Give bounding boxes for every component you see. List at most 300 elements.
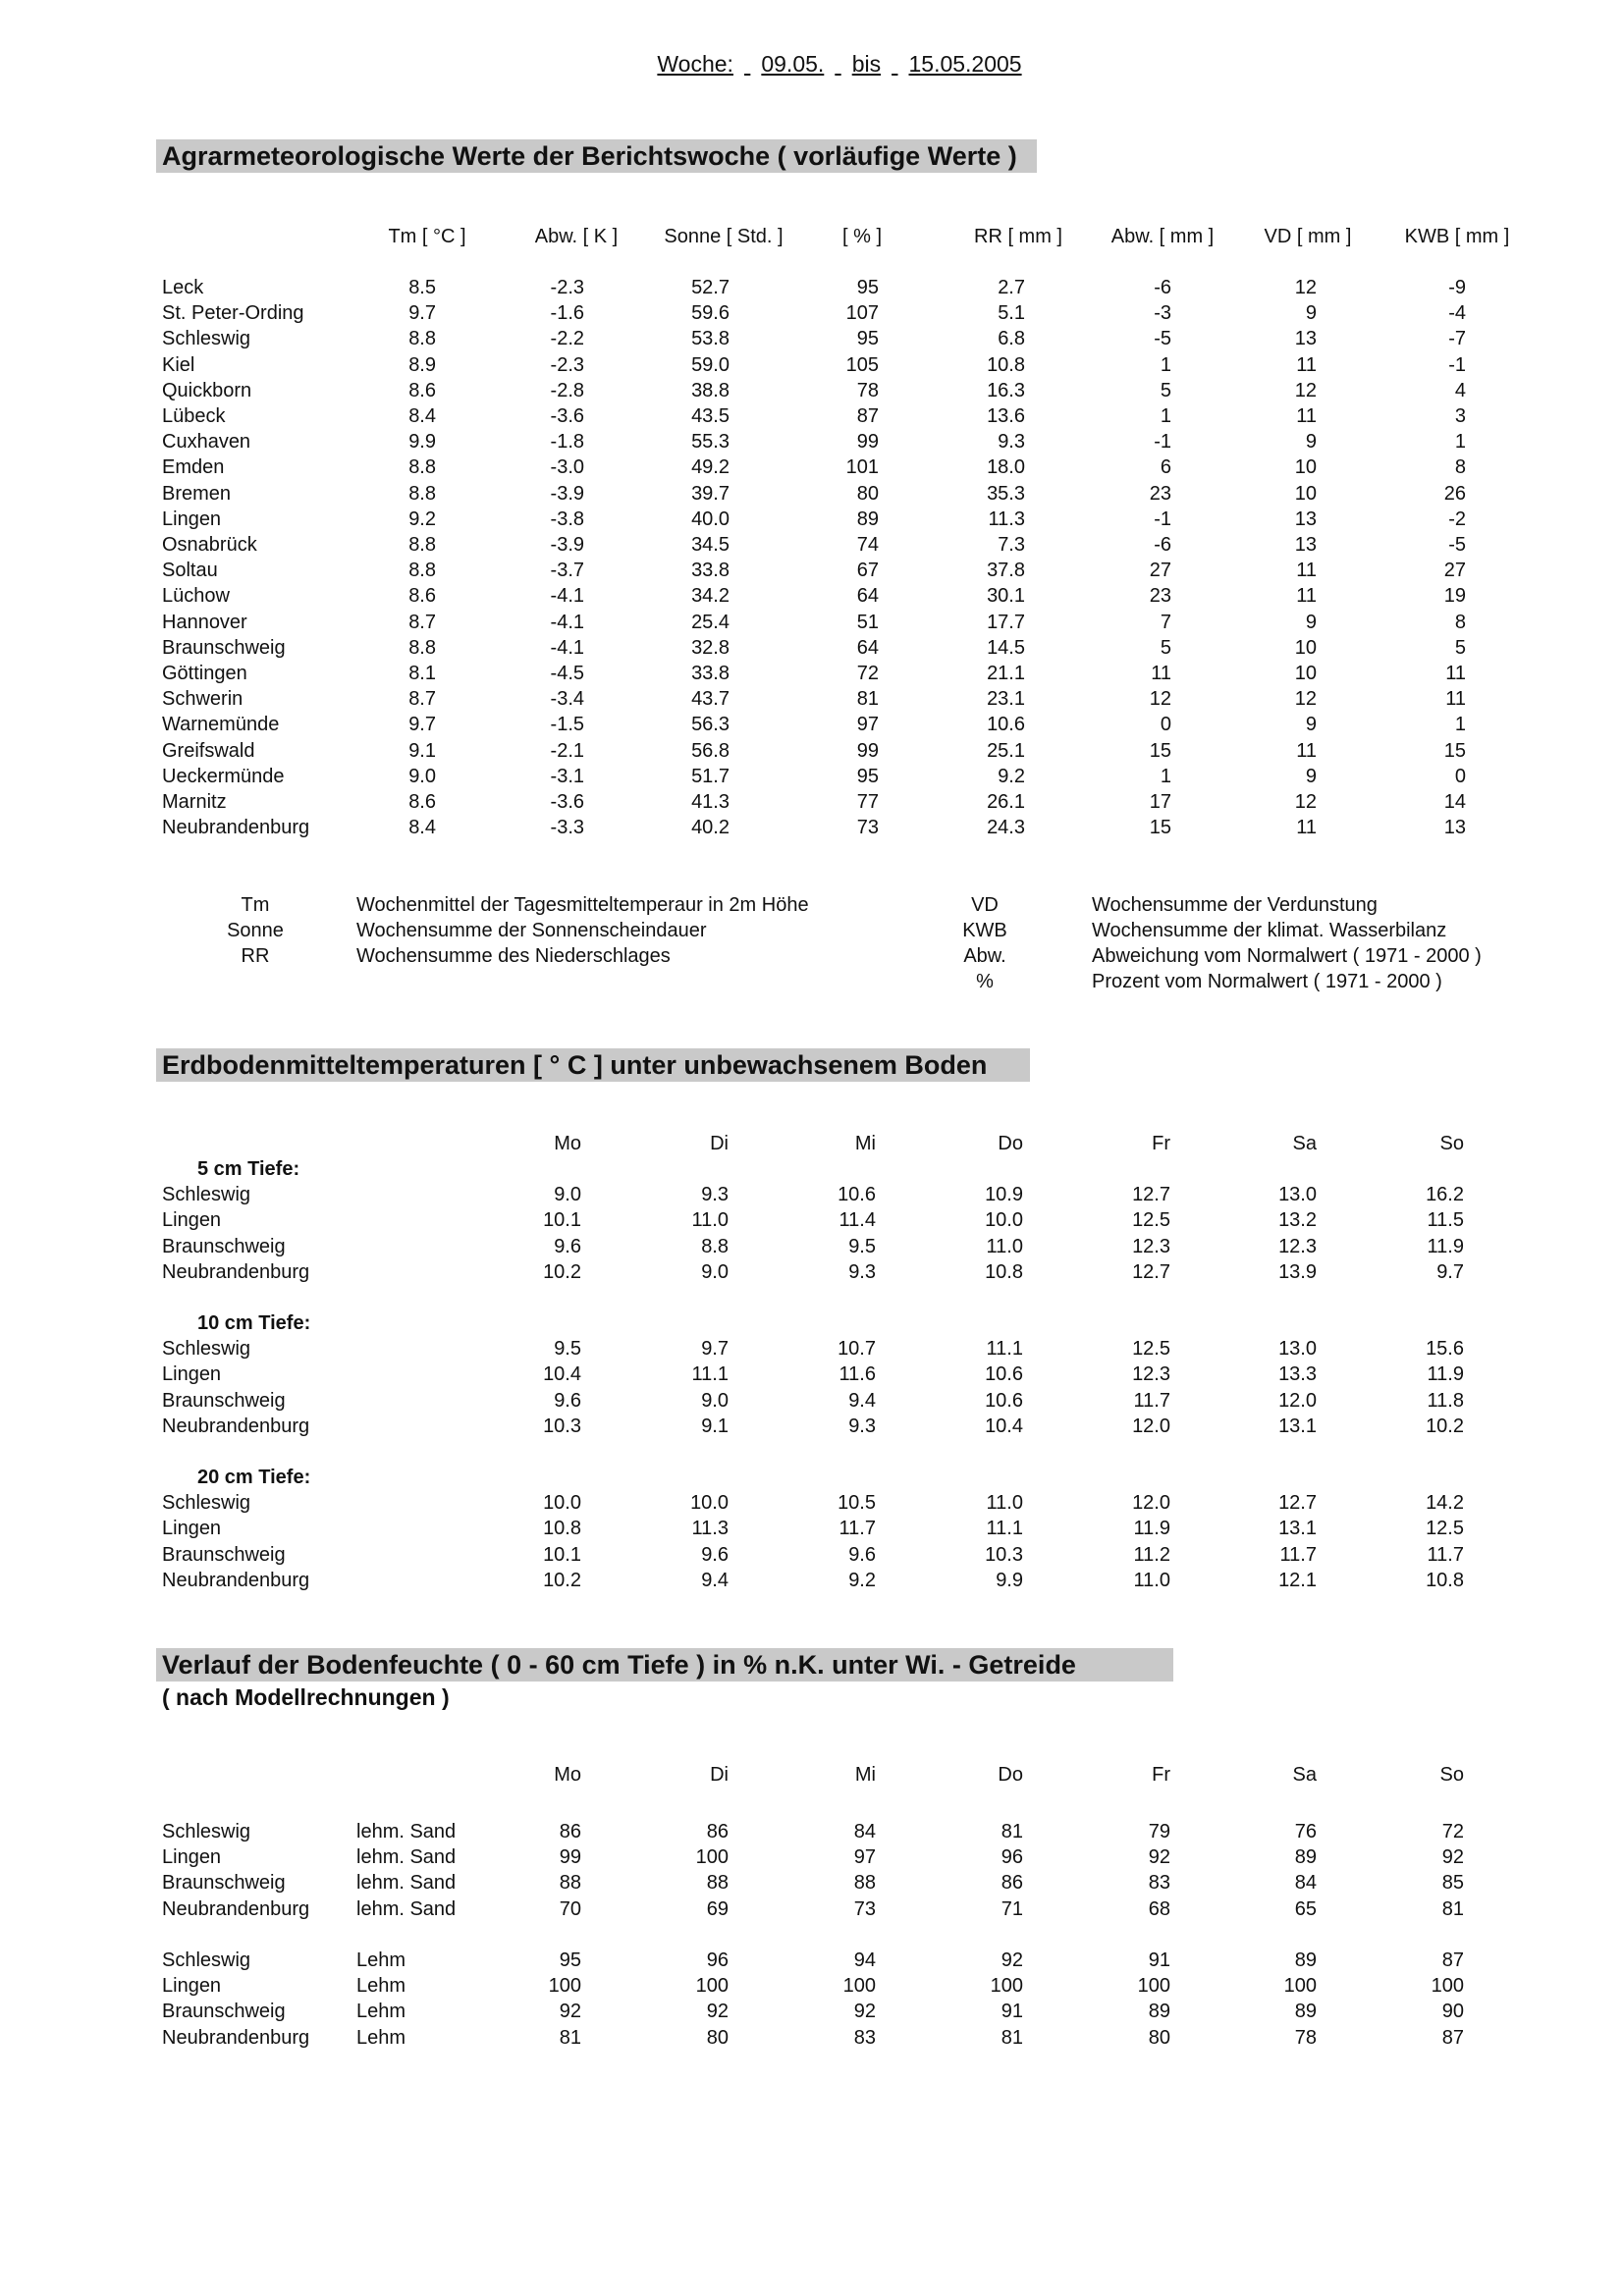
station-name: Quickborn bbox=[162, 380, 252, 401]
agrar-cell: -3.9 bbox=[550, 534, 584, 556]
moisture-cell: 80 bbox=[706, 2027, 729, 2049]
agrar-cell: 11 bbox=[1296, 560, 1317, 581]
soil-temp-cell: 11.9 bbox=[1427, 1363, 1464, 1385]
agrar-cell: 26.1 bbox=[987, 791, 1025, 813]
agrar-cell: 87 bbox=[856, 405, 879, 427]
soil-temp-cell: 10.4 bbox=[543, 1363, 581, 1385]
agrar-cell: 11 bbox=[1296, 405, 1317, 427]
agrar-cell: 99 bbox=[856, 740, 879, 762]
station-name: Braunschweig bbox=[162, 1544, 286, 1566]
agrar-cell: 25.1 bbox=[987, 740, 1025, 762]
agrar-cell: -6 bbox=[1154, 534, 1171, 556]
soil-temp-cell: 10.7 bbox=[838, 1338, 876, 1360]
agrar-col-header: [ % ] bbox=[841, 226, 882, 247]
agrar-cell: -3.7 bbox=[550, 560, 584, 581]
soil-temp-cell: 11.9 bbox=[1133, 1518, 1170, 1539]
station-name: Braunschweig bbox=[162, 637, 286, 659]
soil-temp-cell: 9.6 bbox=[554, 1236, 581, 1257]
soil-type: Lehm bbox=[356, 2001, 406, 2022]
agrar-cell: 95 bbox=[856, 328, 879, 349]
soil-temp-cell: 11.7 bbox=[839, 1518, 876, 1539]
moisture-cell: 92 bbox=[706, 2001, 729, 2022]
moisture-cell: 96 bbox=[1001, 1846, 1023, 1868]
soil-temp-cell: 14.2 bbox=[1426, 1492, 1464, 1514]
agrar-cell: 13 bbox=[1443, 817, 1466, 838]
agrar-cell: 10 bbox=[1294, 483, 1317, 505]
agrar-cell: 13 bbox=[1294, 534, 1317, 556]
agrar-cell: 51 bbox=[856, 612, 879, 633]
soil-temp-cell: 13.9 bbox=[1278, 1261, 1317, 1283]
agrar-cell: 11.3 bbox=[988, 508, 1025, 530]
soil-temp-cell: 12.3 bbox=[1278, 1236, 1317, 1257]
agrar-cell: 12 bbox=[1294, 380, 1317, 401]
soil-temp-cell: 12.0 bbox=[1132, 1415, 1170, 1437]
agrar-cell: 8.7 bbox=[408, 612, 436, 633]
station-name: Neubrandenburg bbox=[162, 817, 310, 838]
agrar-cell: 25.4 bbox=[691, 612, 730, 633]
moisture-cell: 95 bbox=[559, 1949, 581, 1971]
soil-temp-cell: 11.7 bbox=[1133, 1390, 1170, 1412]
soil-temp-cell: 11.9 bbox=[1427, 1236, 1464, 1257]
agrar-cell: -6 bbox=[1154, 277, 1171, 298]
soil-temp-cell: 9.9 bbox=[996, 1570, 1023, 1591]
soil-temp-cell: 11.8 bbox=[1427, 1390, 1464, 1412]
soil-temp-cell: 11.1 bbox=[986, 1518, 1023, 1539]
moisture-cell: 100 bbox=[1137, 1975, 1170, 1997]
agrar-cell: 37.8 bbox=[987, 560, 1025, 581]
agrar-cell: 8.7 bbox=[408, 688, 436, 710]
agrar-cell: -9 bbox=[1448, 277, 1466, 298]
agrar-cell: 9 bbox=[1305, 612, 1317, 633]
agrar-cell: 43.5 bbox=[691, 405, 730, 427]
moisture-cell: 89 bbox=[1294, 2001, 1317, 2022]
day-header: Sa bbox=[1292, 1133, 1317, 1154]
agrar-cell: 9 bbox=[1305, 766, 1317, 787]
moisture-cell: 89 bbox=[1294, 1949, 1317, 1971]
legend-text: Wochensumme des Niederschlages bbox=[356, 945, 671, 967]
day-header: Di bbox=[710, 1764, 729, 1786]
moisture-cell: 83 bbox=[1148, 1872, 1170, 1894]
moisture-cell: 65 bbox=[1294, 1898, 1317, 1920]
soil-temp-cell: 10.0 bbox=[543, 1492, 581, 1514]
station-name: Neubrandenburg bbox=[162, 1570, 310, 1591]
agrar-col-header: Tm [ °C ] bbox=[388, 226, 466, 247]
agrar-cell: 10.6 bbox=[987, 714, 1025, 735]
legend-abbr: Abw. bbox=[963, 945, 1006, 967]
soil-type: Lehm bbox=[356, 1949, 406, 1971]
moisture-cell: 96 bbox=[706, 1949, 729, 1971]
agrar-cell: 24.3 bbox=[987, 817, 1025, 838]
agrar-cell: -7 bbox=[1448, 328, 1466, 349]
moisture-cell: 91 bbox=[1148, 1949, 1170, 1971]
week-title bbox=[0, 51, 1623, 77]
agrar-cell: 8.9 bbox=[408, 354, 436, 376]
agrar-cell: 3 bbox=[1454, 405, 1466, 427]
soil-temp-cell: 11.1 bbox=[691, 1363, 729, 1385]
moisture-cell: 83 bbox=[853, 2027, 876, 2049]
soil-temp-cell: 9.3 bbox=[848, 1261, 876, 1283]
moisture-cell: 99 bbox=[559, 1846, 581, 1868]
station-name: Bremen bbox=[162, 483, 232, 505]
station-name: Schleswig bbox=[162, 1492, 251, 1514]
soil-temp-cell: 13.1 bbox=[1278, 1518, 1317, 1539]
agrar-cell: 1 bbox=[1454, 431, 1466, 453]
agrar-cell: 0 bbox=[1160, 714, 1171, 735]
soil-temp-cell: 11.6 bbox=[839, 1363, 876, 1385]
agrar-cell: 12 bbox=[1294, 277, 1317, 298]
agrar-cell: 8.1 bbox=[408, 663, 436, 684]
agrar-cell: 12 bbox=[1149, 688, 1171, 710]
agrar-cell: 0 bbox=[1454, 766, 1466, 787]
soil-temp-cell: 9.7 bbox=[1436, 1261, 1464, 1283]
moisture-cell: 86 bbox=[559, 1821, 581, 1842]
legend-abbr: KWB bbox=[962, 920, 1007, 941]
agrar-cell: 17 bbox=[1149, 791, 1171, 813]
soil-type: Lehm bbox=[356, 1975, 406, 1997]
agrar-cell: 12 bbox=[1294, 688, 1317, 710]
moisture-cell: 86 bbox=[1001, 1872, 1023, 1894]
soil-temp-cell: 10.3 bbox=[543, 1415, 581, 1437]
agrar-cell: 10.8 bbox=[987, 354, 1025, 376]
station-name: Lingen bbox=[162, 1209, 222, 1231]
agrar-cell: 8.8 bbox=[408, 534, 436, 556]
station-name: Neubrandenburg bbox=[162, 1898, 310, 1920]
soil-temp-cell: 9.0 bbox=[554, 1184, 581, 1205]
soil-temp-cell: 12.7 bbox=[1132, 1261, 1170, 1283]
legend-text: Wochensumme der klimat. Wasserbilanz bbox=[1092, 920, 1447, 941]
station-name: Schleswig bbox=[162, 328, 251, 349]
week-sep: bis bbox=[851, 51, 882, 77]
agrar-cell: 72 bbox=[856, 663, 879, 684]
agrar-cell: 32.8 bbox=[691, 637, 730, 659]
agrar-cell: 53.8 bbox=[691, 328, 730, 349]
agrar-cell: 19 bbox=[1443, 585, 1466, 607]
moisture-cell: 100 bbox=[990, 1975, 1023, 1997]
moisture-cell: 79 bbox=[1148, 1821, 1170, 1842]
moisture-cell: 87 bbox=[1441, 2027, 1464, 2049]
legend-abbr: Tm bbox=[241, 894, 270, 916]
agrar-cell: -1.5 bbox=[550, 714, 584, 735]
soil-temp-cell: 13.1 bbox=[1278, 1415, 1317, 1437]
legend-text: Wochenmittel der Tagesmitteltemperaur in 2m Höhe bbox=[356, 894, 809, 916]
agrar-cell: 35.3 bbox=[987, 483, 1025, 505]
soil-temp-cell: 12.5 bbox=[1132, 1209, 1170, 1231]
moisture-cell: 92 bbox=[1441, 1846, 1464, 1868]
moisture-cell: 86 bbox=[706, 1821, 729, 1842]
moisture-cell: 100 bbox=[695, 1975, 729, 1997]
station-name: Schleswig bbox=[162, 1184, 251, 1205]
moisture-cell: 88 bbox=[559, 1872, 581, 1894]
day-header: Do bbox=[998, 1133, 1023, 1154]
day-header: So bbox=[1439, 1133, 1464, 1154]
agrar-cell: -1 bbox=[1154, 431, 1171, 453]
soil-temp-cell: 12.1 bbox=[1278, 1570, 1317, 1591]
soil-temp-cell: 13.0 bbox=[1278, 1338, 1317, 1360]
agrar-cell: 1 bbox=[1454, 714, 1466, 735]
agrar-cell: 14.5 bbox=[987, 637, 1025, 659]
agrar-cell: 7 bbox=[1160, 612, 1171, 633]
soil-temp-cell: 11.3 bbox=[691, 1518, 729, 1539]
station-name: Lüchow bbox=[162, 585, 230, 607]
agrar-cell: 34.2 bbox=[691, 585, 730, 607]
moisture-cell: 88 bbox=[853, 1872, 876, 1894]
moisture-cell: 68 bbox=[1148, 1898, 1170, 1920]
soil-temp-cell: 9.0 bbox=[701, 1261, 729, 1283]
soil-temp-cell: 10.0 bbox=[690, 1492, 729, 1514]
station-name: Schleswig bbox=[162, 1338, 251, 1360]
agrar-cell: 18.0 bbox=[987, 456, 1025, 478]
station-name: Lingen bbox=[162, 1975, 222, 1997]
agrar-cell: 9.7 bbox=[408, 302, 436, 324]
agrar-cell: 15 bbox=[1149, 740, 1171, 762]
soil-temp-cell: 11.0 bbox=[1133, 1570, 1170, 1591]
agrar-cell: 8.4 bbox=[408, 405, 436, 427]
soil-temp-cell: 12.5 bbox=[1132, 1338, 1170, 1360]
agrar-col-header: Sonne [ Std. ] bbox=[664, 226, 784, 247]
agrar-cell: -4.5 bbox=[550, 663, 584, 684]
agrar-cell: 9 bbox=[1305, 431, 1317, 453]
agrar-cell: 9 bbox=[1305, 302, 1317, 324]
moisture-cell: 92 bbox=[1001, 1949, 1023, 1971]
soil-temp-cell: 9.4 bbox=[701, 1570, 729, 1591]
soil-temp-cell: 10.2 bbox=[543, 1261, 581, 1283]
soil-temp-cell: 13.2 bbox=[1278, 1209, 1317, 1231]
station-name: Ueckermünde bbox=[162, 766, 285, 787]
agrar-cell: 1 bbox=[1160, 766, 1171, 787]
soil-temp-cell: 11.7 bbox=[1279, 1544, 1317, 1566]
agrar-cell: 16.3 bbox=[987, 380, 1025, 401]
legend-abbr: RR bbox=[241, 945, 270, 967]
agrar-cell: 81 bbox=[856, 688, 879, 710]
agrar-cell: 6.8 bbox=[998, 328, 1025, 349]
agrar-cell: 73 bbox=[856, 817, 879, 838]
depth-label: 20 cm Tiefe: bbox=[197, 1467, 311, 1488]
moisture-cell: 91 bbox=[1001, 2001, 1023, 2022]
agrar-cell: 17.7 bbox=[987, 612, 1025, 633]
agrar-cell: 6 bbox=[1160, 456, 1171, 478]
station-name: St. Peter-Ording bbox=[162, 302, 304, 324]
agrar-cell: 12 bbox=[1294, 791, 1317, 813]
day-header: Sa bbox=[1292, 1764, 1317, 1786]
agrar-cell: 9.3 bbox=[998, 431, 1025, 453]
soil-temp-cell: 9.5 bbox=[848, 1236, 876, 1257]
moisture-cell: 89 bbox=[1294, 1846, 1317, 1868]
agrar-cell: -4.1 bbox=[550, 585, 584, 607]
legend-abbr: % bbox=[976, 971, 994, 992]
soil-temp-cell: 11.0 bbox=[691, 1209, 729, 1231]
agrar-cell: -2 bbox=[1448, 508, 1466, 530]
agrar-cell: 11 bbox=[1296, 585, 1317, 607]
agrar-cell: 89 bbox=[856, 508, 879, 530]
agrar-cell: 1 bbox=[1160, 405, 1171, 427]
agrar-cell: 77 bbox=[856, 791, 879, 813]
agrar-cell: 49.2 bbox=[691, 456, 730, 478]
agrar-cell: 56.8 bbox=[691, 740, 730, 762]
agrar-cell: 4 bbox=[1454, 380, 1466, 401]
soil-temp-cell: 11.0 bbox=[986, 1492, 1023, 1514]
soil-temp-cell: 9.2 bbox=[848, 1570, 876, 1591]
moisture-section-title: Verlauf der Bodenfeuchte ( 0 - 60 cm Tiefe ) in % n.K. unter Wi. - Getreide bbox=[156, 1648, 1173, 1682]
agrar-cell: 9.7 bbox=[408, 714, 436, 735]
agrar-cell: 10 bbox=[1294, 456, 1317, 478]
agrar-cell: -1.6 bbox=[550, 302, 584, 324]
moisture-cell: 92 bbox=[559, 2001, 581, 2022]
agrar-cell: 33.8 bbox=[691, 663, 730, 684]
soil-temp-cell: 10.3 bbox=[985, 1544, 1023, 1566]
agrar-cell: 9.2 bbox=[998, 766, 1025, 787]
agrar-cell: 14 bbox=[1443, 791, 1466, 813]
agrar-cell: -1 bbox=[1154, 508, 1171, 530]
soil-temp-cell: 10.6 bbox=[985, 1390, 1023, 1412]
day-header: Di bbox=[710, 1133, 729, 1154]
soil-temp-cell: 10.9 bbox=[985, 1184, 1023, 1205]
agrar-cell: -5 bbox=[1154, 328, 1171, 349]
agrar-cell: 78 bbox=[856, 380, 879, 401]
moisture-cell: 88 bbox=[706, 1872, 729, 1894]
agrar-cell: 11 bbox=[1296, 354, 1317, 376]
agrar-cell: 15 bbox=[1149, 817, 1171, 838]
soil-temp-cell: 11.4 bbox=[839, 1209, 876, 1231]
agrar-section-title: Agrarmeteorologische Werte der Berichtswoche ( vorläufige Werte ) bbox=[156, 139, 1037, 173]
soil-temp-cell: 9.6 bbox=[554, 1390, 581, 1412]
station-name: Lingen bbox=[162, 1846, 222, 1868]
soil-temp-cell: 9.0 bbox=[701, 1390, 729, 1412]
week-from: 09.05. bbox=[761, 51, 825, 77]
soil-temp-cell: 12.7 bbox=[1278, 1492, 1317, 1514]
agrar-cell: 101 bbox=[845, 456, 879, 478]
agrar-cell: 5 bbox=[1160, 380, 1171, 401]
agrar-cell: 43.7 bbox=[691, 688, 730, 710]
agrar-cell: 9.9 bbox=[408, 431, 436, 453]
agrar-cell: 30.1 bbox=[987, 585, 1025, 607]
agrar-cell: 13 bbox=[1294, 328, 1317, 349]
agrar-cell: 8.5 bbox=[408, 277, 436, 298]
moisture-cell: 87 bbox=[1441, 1949, 1464, 1971]
agrar-cell: 95 bbox=[856, 277, 879, 298]
moisture-cell: 92 bbox=[853, 2001, 876, 2022]
soil-temp-section-title: Erdbodenmitteltemperaturen [ ° C ] unter unbewachsenem Boden bbox=[156, 1048, 1030, 1082]
station-name: Warnemünde bbox=[162, 714, 280, 735]
agrar-cell: 95 bbox=[856, 766, 879, 787]
week-to: 15.05.2005 bbox=[908, 51, 1022, 77]
soil-type: Lehm bbox=[356, 2027, 406, 2049]
agrar-cell: 8.8 bbox=[408, 560, 436, 581]
agrar-cell: -4.1 bbox=[550, 612, 584, 633]
agrar-cell: -5 bbox=[1448, 534, 1466, 556]
agrar-cell: -3.1 bbox=[550, 766, 584, 787]
legend-text: Wochensumme der Verdunstung bbox=[1092, 894, 1378, 916]
soil-temp-cell: 9.1 bbox=[701, 1415, 729, 1437]
soil-temp-cell: 10.8 bbox=[1426, 1570, 1464, 1591]
moisture-cell: 80 bbox=[1148, 2027, 1170, 2049]
agrar-cell: 41.3 bbox=[691, 791, 730, 813]
soil-type: lehm. Sand bbox=[356, 1821, 457, 1842]
agrar-cell: 8.6 bbox=[408, 380, 436, 401]
agrar-cell: 80 bbox=[856, 483, 879, 505]
moisture-cell: 81 bbox=[559, 2027, 581, 2049]
soil-temp-cell: 8.8 bbox=[701, 1236, 729, 1257]
soil-temp-cell: 9.4 bbox=[848, 1390, 876, 1412]
day-header: Fr bbox=[1152, 1133, 1170, 1154]
agrar-cell: 13 bbox=[1294, 508, 1317, 530]
moisture-cell: 78 bbox=[1294, 2027, 1317, 2049]
moisture-cell: 73 bbox=[853, 1898, 876, 1920]
agrar-cell: -2.1 bbox=[550, 740, 584, 762]
agrar-cell: 8.6 bbox=[408, 585, 436, 607]
agrar-cell: 40.0 bbox=[691, 508, 730, 530]
agrar-cell: 52.7 bbox=[691, 277, 730, 298]
station-name: Lübeck bbox=[162, 405, 226, 427]
agrar-cell: 8 bbox=[1454, 612, 1466, 633]
agrar-cell: 5 bbox=[1160, 637, 1171, 659]
soil-temp-cell: 11.2 bbox=[1133, 1544, 1170, 1566]
agrar-col-header: VD [ mm ] bbox=[1264, 226, 1352, 247]
agrar-cell: 8.8 bbox=[408, 637, 436, 659]
agrar-cell: 107 bbox=[845, 302, 879, 324]
agrar-cell: -4.1 bbox=[550, 637, 584, 659]
agrar-cell: -3.0 bbox=[550, 456, 584, 478]
agrar-cell: -3.9 bbox=[550, 483, 584, 505]
agrar-cell: -1.8 bbox=[550, 431, 584, 453]
agrar-cell: 99 bbox=[856, 431, 879, 453]
agrar-col-header: RR [ mm ] bbox=[974, 226, 1062, 247]
agrar-cell: -2.8 bbox=[550, 380, 584, 401]
station-name: Lingen bbox=[162, 1518, 222, 1539]
agrar-cell: 23.1 bbox=[987, 688, 1025, 710]
day-header: Mi bbox=[854, 1133, 876, 1154]
soil-temp-cell: 10.5 bbox=[838, 1492, 876, 1514]
station-name: Braunschweig bbox=[162, 1872, 286, 1894]
soil-temp-cell: 15.6 bbox=[1426, 1338, 1464, 1360]
soil-temp-cell: 9.6 bbox=[848, 1544, 876, 1566]
moisture-cell: 89 bbox=[1148, 2001, 1170, 2022]
agrar-cell: 11 bbox=[1445, 688, 1466, 710]
depth-label: 10 cm Tiefe: bbox=[197, 1312, 311, 1334]
moisture-cell: 100 bbox=[548, 1975, 581, 1997]
soil-temp-cell: 10.1 bbox=[543, 1544, 581, 1566]
agrar-cell: 15 bbox=[1443, 740, 1466, 762]
agrar-cell: -3.6 bbox=[550, 405, 584, 427]
agrar-col-header: KWB [ mm ] bbox=[1404, 226, 1510, 247]
station-name: Osnabrück bbox=[162, 534, 257, 556]
agrar-cell: 33.8 bbox=[691, 560, 730, 581]
agrar-cell: 27 bbox=[1443, 560, 1466, 581]
station-name: Schwerin bbox=[162, 688, 243, 710]
soil-temp-cell: 10.2 bbox=[1426, 1415, 1464, 1437]
agrar-cell: -1 bbox=[1448, 354, 1466, 376]
station-name: Neubrandenburg bbox=[162, 2027, 310, 2049]
agrar-cell: 10 bbox=[1294, 637, 1317, 659]
moisture-subtitle: ( nach Modellrechnungen ) bbox=[162, 1684, 450, 1710]
agrar-cell: -3 bbox=[1154, 302, 1171, 324]
agrar-cell: 55.3 bbox=[691, 431, 730, 453]
moisture-cell: 81 bbox=[1441, 1898, 1464, 1920]
agrar-cell: -3.6 bbox=[550, 791, 584, 813]
soil-temp-cell: 9.6 bbox=[701, 1544, 729, 1566]
agrar-cell: 40.2 bbox=[691, 817, 730, 838]
agrar-cell: 7.3 bbox=[998, 534, 1025, 556]
moisture-cell: 100 bbox=[695, 1846, 729, 1868]
legend-text: Wochensumme der Sonnenscheindauer bbox=[356, 920, 707, 941]
agrar-cell: 2.7 bbox=[998, 277, 1025, 298]
soil-temp-cell: 10.8 bbox=[543, 1518, 581, 1539]
agrar-cell: -3.8 bbox=[550, 508, 584, 530]
soil-temp-cell: 10.4 bbox=[985, 1415, 1023, 1437]
soil-temp-cell: 11.5 bbox=[1427, 1209, 1464, 1231]
soil-temp-cell: 13.3 bbox=[1278, 1363, 1317, 1385]
agrar-cell: 51.7 bbox=[691, 766, 730, 787]
agrar-cell: 11 bbox=[1296, 740, 1317, 762]
